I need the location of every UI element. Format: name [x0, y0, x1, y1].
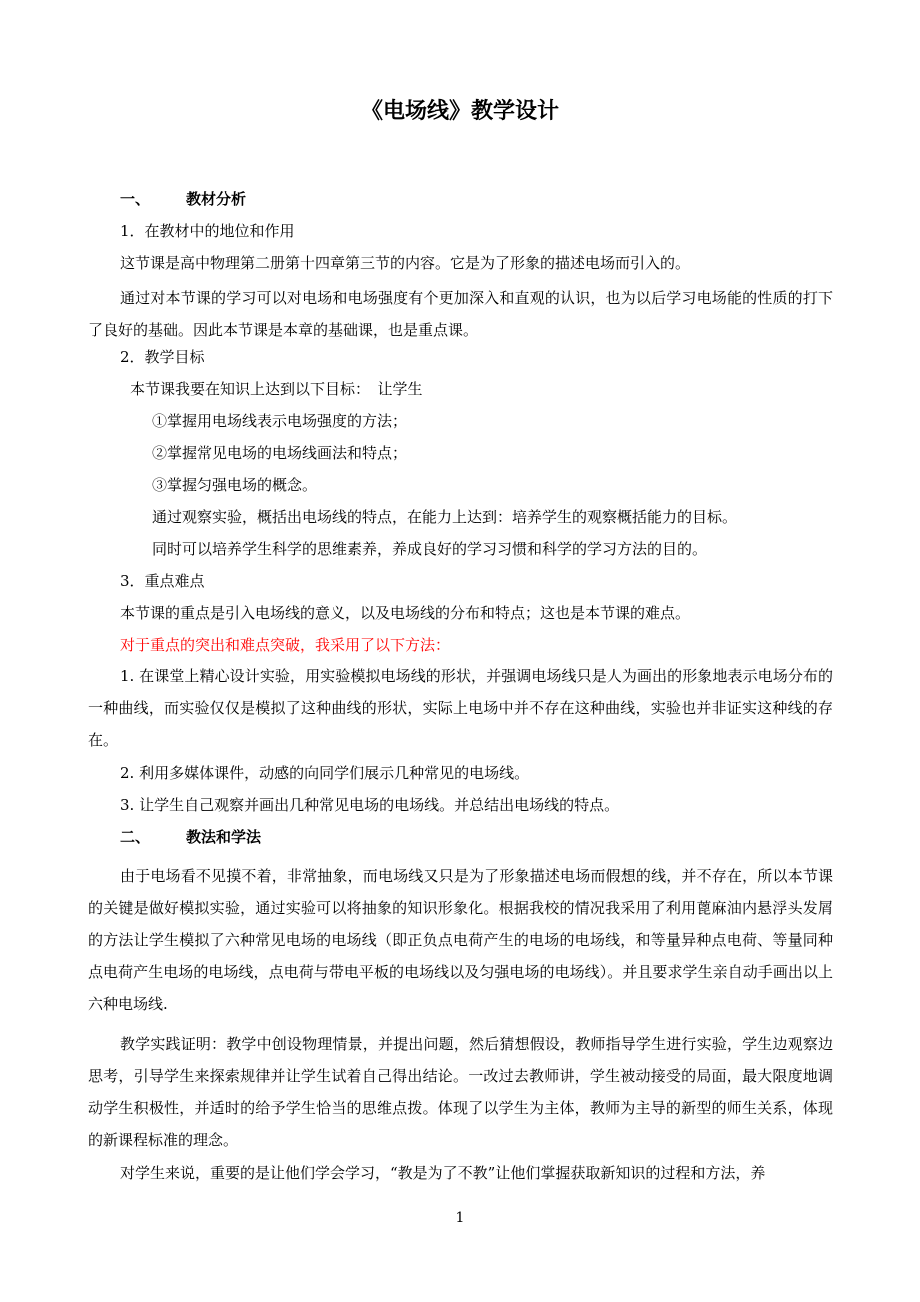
section2-heading: 教法和学法 [186, 828, 262, 846]
goal-item: ①掌握用电场线表示电场强度的方法； [152, 412, 408, 430]
method-item: 1. 在课堂上精心设计实验，用实验模拟电场线的形状，并强调电场线只是人为画出的形象地表示电场分布的一种曲线，而实验仅仅是模拟了这种曲线的形状，实际上电场中并不存在这种曲线，实验也并非证实这种线的存在。 [88, 667, 833, 749]
item3-paragraph: 本节课的重点是引入电场线的意义，以及电场线的分布和特点；这也是本节课的难点。 [120, 604, 691, 622]
method-goal: 同时可以培养学生科学的思维素养，养成良好的学习习惯和科学的学习方法的目的。 [152, 540, 708, 558]
method-item: 3. 让学生自己观察并画出几种常见电场的电场线。并总结出电场线的特点。 [120, 796, 620, 814]
page-number: 1 [455, 1210, 465, 1226]
section2-number: 二、 [120, 828, 151, 846]
method-item: 2. 利用多媒体课件，动感的向同学们展示几种常见的电场线。 [120, 764, 530, 782]
section1-heading: 教材分析 [186, 190, 247, 208]
ability-goal: 通过观察实验，概括出电场线的特点，在能力上达到：培养学生的观察概括能力的目标。 [152, 508, 738, 526]
section2-paragraph-3: 对学生来说，重要的是让他们学会学习，“教是为了不教”让他们掌握获取新知识的过程和方法，养 [120, 1164, 766, 1182]
item2-heading: 2．教学目标 [120, 348, 205, 366]
item1-paragraph-1: 这节课是高中物理第二册第十四章第三节的内容。它是为了形象的描述电场而引入的。 [120, 254, 691, 272]
section1-number: 一、 [120, 190, 151, 208]
item1-heading: 1．在教材中的地位和作用 [120, 222, 295, 240]
item1-paragraph-2: 通过对本节课的学习可以对电场和电场强度有个更加深入和直观的认识，也为以后学习电场能的性质的打下了良好的基础。因此本节课是本章的基础课，也是重点课。 [88, 289, 833, 339]
item3-heading: 3．重点难点 [120, 572, 205, 590]
document-title: 《电场线》教学设计 [360, 99, 559, 124]
section2-paragraph-2: 教学实践证明：教学中创设物理情景，并提出问题，然后猜想假设，教师指导学生进行实验，学生边观察边思考，引导学生来探索规律并让学生试着自己得出结论。一改过去教师讲，学生被动接受的局面，最大限度地调动学生积极性，并适时的给予学生恰当的思维点拨。体现了以学生为主体，教师为主导的新型的师生关系，体现的新课程标准的理念。 [88, 1035, 833, 1149]
item2-intro: 本节课我要在知识上达到以下目标： 让学生 [130, 380, 423, 398]
goal-item: ③掌握匀强电场的概念。 [152, 476, 318, 494]
highlight-red-text: 对于重点的突出和难点突破，我采用了以下方法： [120, 636, 451, 654]
goal-item: ②掌握常见电场的电场线画法和特点； [152, 444, 408, 462]
section2-paragraph-1: 由于电场看不见摸不着，非常抽象，而电场线又只是为了形象描述电场而假想的线，并不存在，所以本节课的关键是做好模拟实验，通过实验可以将抽象的知识形象化。根据我校的情况我采用了利用蓖麻油内悬浮头发屑的方法让学生模拟了六种常见电场的电场线（即正负点电荷产生的电场的电场线，和等量异种点电荷、等量同种点电荷产生电场的电场线，点电荷与带电平板的电场线以及匀强电场的电场线）。并且要求学生亲自动手画出以上六种电场线. [88, 867, 833, 1013]
